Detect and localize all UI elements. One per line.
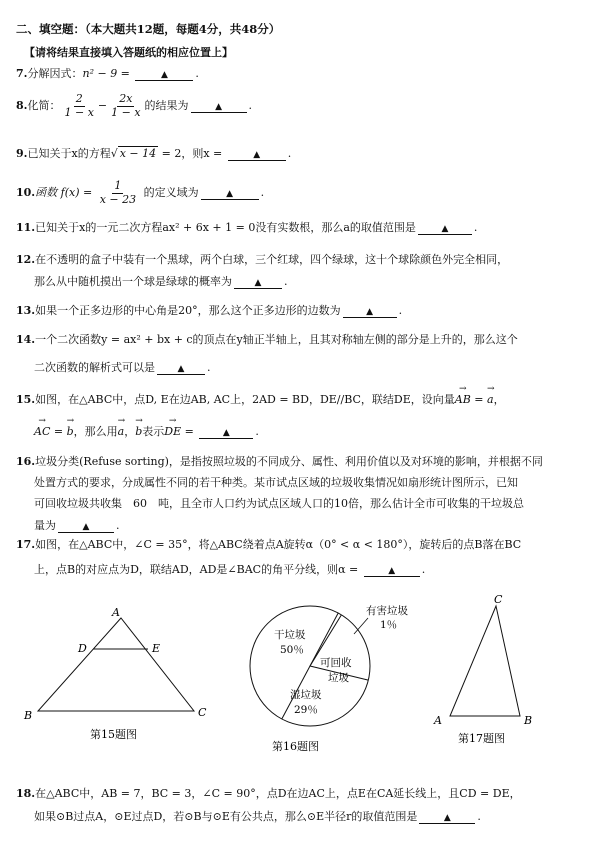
question-15: 15.如图，在△ABC中，点D, E在边AB, AC上，2AD = BD，DE//BC，联结DE，设向量→ AB = → a， xyxy=(16,393,505,407)
question-14-line2: 二次函数的解析式可以是 ▲ . xyxy=(34,361,211,374)
figure-16-caption: 第16题图 xyxy=(272,740,319,753)
label-recycle-2: 垃圾 xyxy=(328,672,349,684)
figure-17-caption: 第17题图 xyxy=(458,732,505,745)
label-hazard-pct: 1％ xyxy=(380,619,398,631)
question-12: 12.在不透明的盒子中装有一个黑球，两个白球，三个红球，四个绿球，这十个球除颜色外完全相同， xyxy=(16,253,509,266)
answer-blank[interactable]: ▲ xyxy=(234,276,282,289)
label-e: E xyxy=(152,642,161,655)
question-18: 18.在△ABC中，AB = 7，BC = 3，∠C = 90°，点D在边AC上，点E在CA延长线上，且CD = DE， xyxy=(16,787,521,800)
label-wet: 湿垃圾 xyxy=(290,689,322,701)
answer-blank[interactable]: ▲ xyxy=(364,564,420,577)
label-b-17: B xyxy=(524,714,533,727)
section-note: 【请将结果直接填入答题纸的相应位置上】 xyxy=(24,46,233,59)
label-a: A xyxy=(112,606,120,619)
label-a-17: A xyxy=(434,714,442,727)
question-14: 14.一个二次函数y = ax² + bx + c的顶点在y轴正半轴上，且其对称轴左侧的部分是上升的，那么这个 xyxy=(16,333,518,346)
question-11: 11.已知关于x的一元二次方程ax² + 6x + 1 = 0没有实数根，那么a的取值范围是 ▲ . xyxy=(16,221,478,234)
answer-blank[interactable]: ▲ xyxy=(419,811,475,824)
question-17-line2: 上，点B的对应点为D，联结AD，AD是∠BAC的角平分线，则α = ▲ . xyxy=(34,563,426,576)
answer-blank[interactable]: ▲ xyxy=(157,362,205,375)
label-c-17: C xyxy=(494,593,503,606)
answer-blank[interactable]: ▲ xyxy=(135,68,193,81)
figure-16-pie-chart xyxy=(228,594,428,759)
answer-blank[interactable]: ▲ xyxy=(418,222,472,235)
label-d: D xyxy=(78,642,87,655)
label-hazard: 有害垃圾 xyxy=(366,605,408,617)
question-16: 16.垃圾分类(Refuse sorting)，是指按照垃圾的不同成分、属性、利用价值以及对环境的影响，并根据不同 xyxy=(16,455,543,468)
fraction: $\frac{1}{x - 23}$ xyxy=(99,179,137,206)
question-18-line2: 如果⊙B过点A，⊙E过点D，若⊙B与⊙E有公共点，那么⊙E半径r的取值范围是 ▲ . xyxy=(34,810,481,823)
fraction: $\frac{2}{1 - x}$ xyxy=(64,92,94,119)
question-16-line2: 处置方式的要求，分成属性不同的若干种类。某市试点区域的垃圾收集情况如扇形统计图所示，已知 xyxy=(34,476,518,489)
answer-blank[interactable]: ▲ xyxy=(58,520,114,533)
fraction: $\frac{2x}{1 - x}$ xyxy=(111,92,141,119)
label-dry: 干垃圾 xyxy=(274,629,306,641)
label-c: C xyxy=(198,706,207,719)
label-b: B xyxy=(24,709,33,722)
figure-17 xyxy=(424,590,554,750)
question-12-line2: 那么从中随机摸出一个球是绿球的概率为 ▲ . xyxy=(34,275,288,288)
question-15-line2: → AC = → b，那么用→ a，→ b表示→ DE = ▲ . xyxy=(34,425,259,439)
answer-blank[interactable]: ▲ xyxy=(228,148,286,161)
question-16-line3: 可回收垃圾共收集 60 吨，且全市人口约为试点区域人口的10倍，那么估计全市可收集的干垃圾总 xyxy=(34,497,524,510)
answer-blank[interactable]: ▲ xyxy=(201,187,259,200)
label-recycle-1: 可回收 xyxy=(320,657,352,669)
label-dry-pct: 50％ xyxy=(280,644,304,656)
triangle-abc-17 xyxy=(450,606,520,716)
label-wet-pct: 29％ xyxy=(294,704,318,716)
question-13: 13.如果一个正多边形的中心角是20°，那么这个正多边形的边数为 ▲ . xyxy=(16,304,403,317)
question-9: 9.已知关于x的方程√ x − 14 = 2，则x = ▲ . xyxy=(16,147,292,160)
question-17: 17.如图，在△ABC中，∠C = 35°，将△ABC绕着点A旋转α（0° < α < 180°），旋转后的点B落在BC xyxy=(16,538,522,551)
question-8: 8.化简： $\frac{2}{1 - x}$ − $\frac{2x}{1 - x}$ 的结果为 ▲ . xyxy=(16,92,253,119)
question-16-line4: 量为 ▲ . xyxy=(34,519,120,532)
answer-blank[interactable]: ▲ xyxy=(343,305,397,318)
question-10: 10.函数 f(x) = $\frac{1}{x - 23}$ 的定义域为 ▲ . xyxy=(16,179,265,206)
hazard-leader-line xyxy=(354,618,368,634)
figure-15 xyxy=(14,598,224,753)
answer-blank[interactable]: ▲ xyxy=(191,100,247,113)
figure-15-caption: 第15题图 xyxy=(90,728,137,741)
triangle-abc xyxy=(38,618,194,711)
answer-blank[interactable]: ▲ xyxy=(199,426,253,439)
section-title: 二、填空题：（本大题共12题，每题4分，共48分） xyxy=(16,22,281,36)
question-7: 7.分解因式：n² − 9 = ▲ . xyxy=(16,67,199,80)
